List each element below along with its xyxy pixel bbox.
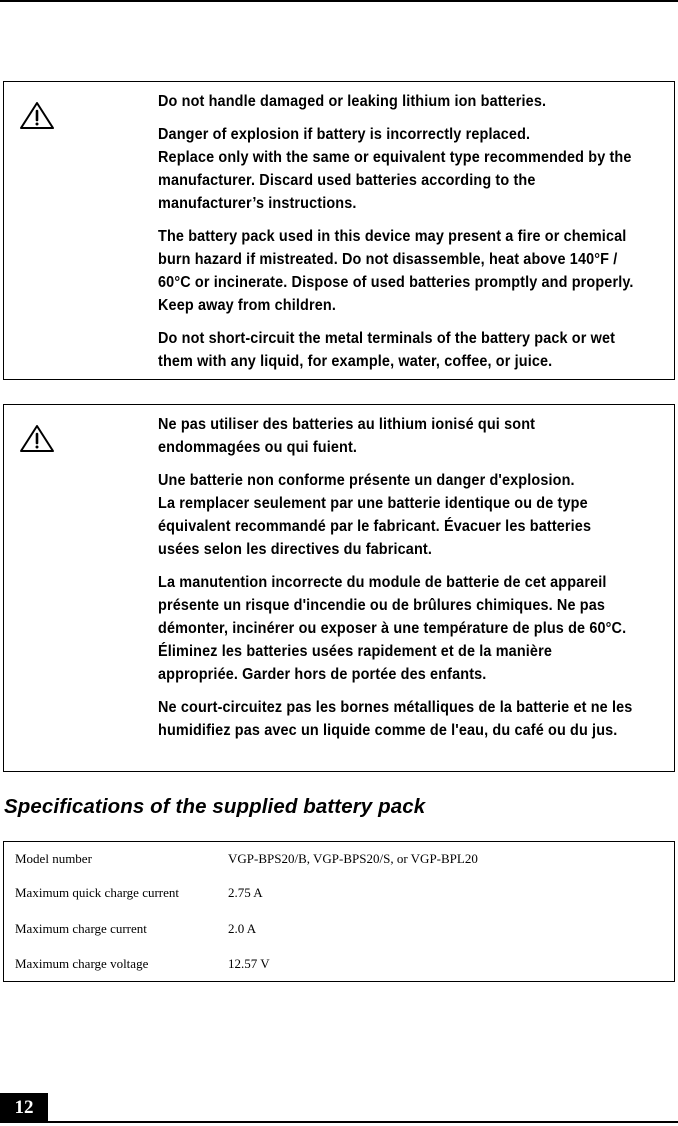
spec-label: Model number xyxy=(15,851,92,866)
spec-table xyxy=(3,841,675,982)
spec-label: Maximum charge current xyxy=(15,921,147,936)
warning-paragraph: La manutention incorrecte du module de batterie de cet appareil présente un risque d'incendie ou de brûlures chimiques. Ne pas démonter, incinérer ou exposer à une température de plus de 60°C. Éliminez les batteries usées rapidement et de la manière appropriée. Garder hors de portée des enfants. xyxy=(158,574,627,683)
warning-text-french xyxy=(158,413,636,742)
warning-box-french xyxy=(3,404,675,772)
warning-paragraph: Ne court-circuitez pas les bornes métalliques de la batterie et ne les humidifiez pas avec un liquide comme de l'eau, du café ou du jus. xyxy=(158,699,633,739)
warning-box-english xyxy=(3,81,675,380)
page-number: 12 xyxy=(0,1093,48,1123)
spec-value: 12.57 V xyxy=(228,956,270,971)
warning-paragraph: The battery pack used in this device may present a fire or chemical burn hazard if mistreated. Do not disassemble, heat above 140°F / 60°C or incinerate. Dispose of used batteries promptly and properly. Keep away from children. xyxy=(158,228,634,314)
warning-text-english xyxy=(158,90,636,373)
top-rule xyxy=(0,0,678,2)
warning-paragraph xyxy=(158,123,636,215)
spec-value: VGP-BPS20/B, VGP-BPS20/S, or VGP-BPL20 xyxy=(228,851,478,866)
warning-paragraph: Ne pas utiliser des batteries au lithium ionisé qui sont endommagées ou qui fuient. xyxy=(158,416,536,456)
spec-value: 2.0 A xyxy=(228,921,257,936)
warning-triangle-icon xyxy=(18,100,56,130)
warning-line: Danger of explosion if battery is incorrectly replaced. Replace only with the same or equivalent type recommended by the manufacturer. Discard used batteries according to the manufacturer’s instructions. xyxy=(158,126,632,212)
spec-label: Maximum charge voltage xyxy=(15,956,149,971)
spec-label: Maximum quick charge current xyxy=(15,885,180,900)
section-heading: Specifications of the supplied battery pack xyxy=(4,795,426,818)
warning-paragraph: Do not short-circuit the metal terminals of the battery pack or wet them with any liquid, for example, water, coffee, or juice. xyxy=(158,330,616,370)
bottom-rule xyxy=(0,1121,678,1123)
warning-paragraph: Do not handle damaged or leaking lithium ion batteries. xyxy=(158,93,547,110)
spec-value: 2.75 A xyxy=(228,885,263,900)
warning-paragraph xyxy=(158,469,636,561)
warning-line: Une batterie non conforme présente un danger d'explosion. La remplacer seulement par une batterie identique ou de type équivalent recommandé par le fabricant. Évacuer les batteries usées selon les directives du fabricant. xyxy=(158,472,592,558)
warning-triangle-icon xyxy=(18,423,56,453)
